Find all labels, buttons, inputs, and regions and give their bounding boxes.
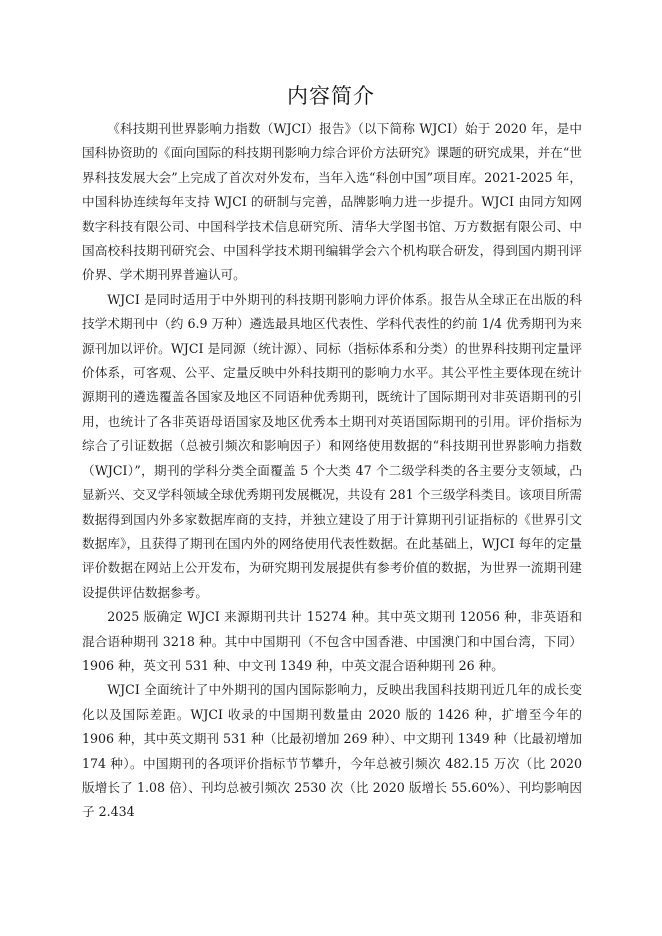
- page-title: 内容简介: [287, 84, 375, 108]
- paragraph-chinese-journals: WJCI 全面统计了中外期刊的国内国际影响力，反映出我国科技期刊近几年的成长变化以及国际差距。WJCI 收录的中国期刊数量由 2020 版的 1426 种，扩增至今年的 1906 种，其中英文期刊 531 种（比最初增加 269 种）、中文期刊 1349 种（比最初增加 174 种）。中国期刊的各项评价指标节节攀升，今年总被引频次 482.15 万次（比 2020 版增长了 1.08 倍）、刊均总被引频次 2530 次（比 2020 版增长 55.60%）、刊均影响因子 2.434: [82, 682, 582, 820]
- paragraph-intro: 《科技期刊世界影响力指数（WJCI）报告》（以下简称 WJCI）始于 2020 年，是中国科协资助的《面向国际的科技期刊影响力综合评价方法研究》课题的研究成果，并在“世界科技发展大会”上完成了首次对外发布，当年入选“科创中国”项目库。2021-2025 年，中国科协连续每年支持 WJCI 的研制与完善，品牌影响力进一步提升。WJCI 由同方知网数字科技有限公司、中国科学技术信息研究所、清华大学图书馆、万方数据有限公司、中国高校科技期刊研究会、中国科学技术期刊编辑学会六个机构联合研发，得到国内期刊评价界、学术期刊界普遍认可。: [82, 121, 582, 283]
- body-text: [82, 117, 582, 825]
- paragraph-source-journals: 2025 版确定 WJCI 来源期刊共计 15274 种。其中英文期刊 12056 种，非英语和混合语种期刊 3218 种。其中中国期刊（不包含中国香港、中国澳门和中国台湾，下同）1906 种，英文刊 531 种、中文刊 1349 种，中英文混合语种期刊 26 种。: [82, 609, 582, 673]
- paragraph-evaluation-system: WJCI 是同时适用于中外期刊的科技期刊影响力评价体系。报告从全球正在出版的科技学术期刊中（约 6.9 万种）遴选最具地区代表性、学科代表性的约前 1/4 优秀期刊为来源刊加以评价。WJCI 是同源（统计源）、同标（指标体系和分类）的世界科技期刊定量评价体系，可客观、公平、定量反映中外科技期刊的影响力水平。其公平性主要体现在统计源期刊的遴选覆盖各国家及地区不同语种优秀期刊，既统计了国际期刊对非英语期刊的引用，也统计了各非英语母语国家及地区优秀本土期刊对英语国际期刊的引用。评价指标为综合了引证数据（总被引频次和影响因子）和网络使用数据的“科技期刊世界影响力指数（WJCI）”，期刊的学科分类全面覆盖 5 个大类 47 个二级学科类的各主要分支领域，凸显新兴、交叉学科领域全球优秀期刊发展概况，共设有 281 个三级学科类目。该项目所需数据得到国内外多家数据库商的支持，并独立建设了用于计算期刊引证指标的《世界引文数据库》，且获得了期刊在国内外的网络使用代表性数据。在此基础上，WJCI 每年的定量评价数据在网站上公开发布，为研究期刊发展提供有参考价值的数据，为世界一流期刊建设提供评估数据参考。: [82, 291, 582, 600]
